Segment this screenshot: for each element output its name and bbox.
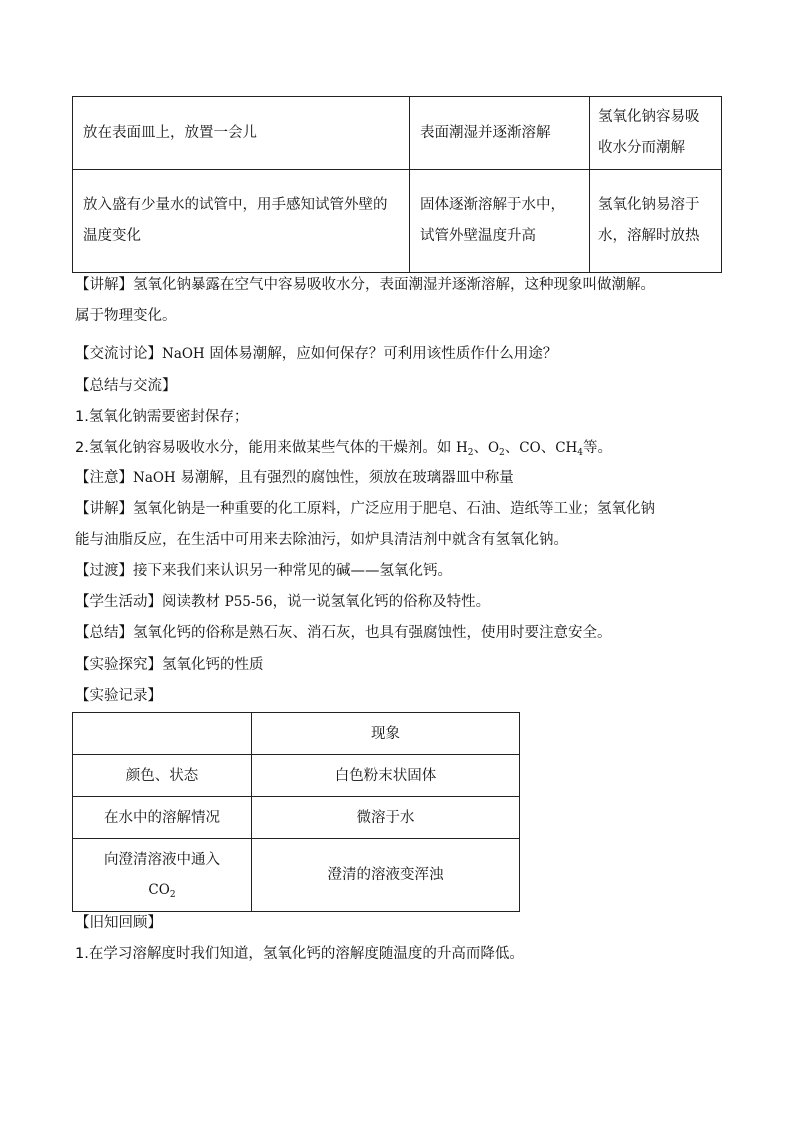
section-label: 【总结与交流】 [75, 378, 177, 394]
section-label: 【交流讨论】 [75, 346, 162, 362]
list-item: 2.氢氧化钠容易吸收水分，能用来做某些气体的干燥剂。如 $H_2$、$O_2$、CO、$CH_4$等。 [75, 440, 613, 458]
table-cell [73, 839, 252, 912]
section-heading [75, 913, 725, 933]
formula: $CH_4$ [555, 440, 584, 458]
table-cell: 白色粉末状固体 [252, 755, 520, 797]
table-cell: 在水中的溶解情况 [73, 797, 252, 839]
caoh2-record-table [72, 712, 520, 912]
cell-text: 向澄清溶液中通入 [104, 852, 220, 868]
naoh-experiment-table [72, 96, 722, 273]
paragraph-text: 固体易潮解，应如何保存？可利用该性质作什么用途？ [209, 346, 558, 362]
table-row [73, 797, 520, 839]
paragraph-line [75, 530, 725, 550]
table-cell: 放入盛有少量水的试管中，用手感知试管外壁的温度变化 [73, 170, 410, 273]
discussion-paragraph [75, 344, 725, 364]
paragraph-text: 易潮解，且有强烈的腐蚀性，须放在玻璃器皿中称量 [180, 470, 514, 486]
list-item-text: 1.氢氧化钠需要密封保存； [75, 409, 249, 425]
section-label: 【讲解】 [75, 277, 133, 293]
list-item [75, 944, 725, 964]
transition-paragraph [75, 561, 725, 581]
paragraph-text: 氢氧化钠是一种重要的化工原料，广泛应用于肥皂、石油、造纸等工业；氢氧化钠 [133, 501, 655, 517]
paragraph-text: 能与油脂反应，在生活中可用来去除油污，如炉具清洁剂中就含有氢氧化钠。 [75, 532, 568, 548]
paragraph-text: 氢氧化钙的性质 [162, 657, 264, 673]
table-cell: 氢氧化钠容易吸收水分而潮解 [590, 97, 722, 170]
formula: NaOH [162, 346, 205, 362]
section-heading [75, 686, 725, 706]
section-heading [75, 376, 725, 396]
table-header-cell: 现象 [252, 713, 520, 755]
table-cell: 颜色、状态 [73, 755, 252, 797]
paragraph-text: 接下来我们来认识另一种常见的碱——氢氧化钙。 [133, 563, 452, 579]
conclusion-paragraph [75, 623, 725, 643]
note-paragraph [75, 468, 725, 488]
formula: $CO_2$ [148, 882, 176, 900]
formula: NaOH [133, 470, 176, 486]
section-label: 【实验记录】 [75, 688, 162, 704]
paragraph-text: 属于物理变化。 [75, 308, 177, 324]
formula: CO [519, 440, 541, 456]
explain-paragraph [75, 275, 725, 295]
page-reference: P55-56 [224, 594, 273, 610]
table-cell: 放在表面皿上，放置一会儿 [73, 97, 410, 170]
table-header-row [73, 713, 520, 755]
list-item [75, 407, 725, 427]
explore-paragraph [75, 655, 725, 675]
section-label: 【旧知回顾】 [75, 915, 162, 931]
table-row [73, 839, 520, 912]
paragraph-text: ，说一说氢氧化钙的俗称及特性。 [272, 594, 491, 610]
table-cell: 澄清的溶液变浑浊 [252, 839, 520, 912]
table-cell: 表面潮湿并逐渐溶解 [410, 97, 590, 170]
section-label: 【讲解】 [75, 501, 133, 517]
section-label: 【总结】 [75, 625, 133, 641]
section-label: 【实验探究】 [75, 657, 162, 673]
table-cell: 微溶于水 [252, 797, 520, 839]
formula: $O_2$ [487, 440, 505, 458]
paragraph-text: 阅读教材 [162, 594, 220, 610]
section-label: 【学生活动】 [75, 594, 162, 610]
explain-paragraph [75, 499, 725, 519]
table-row [73, 170, 722, 273]
table-row [73, 755, 520, 797]
activity-paragraph [75, 592, 725, 612]
table-cell: 氢氧化钠易溶于水，溶解时放热 [590, 170, 722, 273]
paragraph-text: 氢氧化钙的俗称是熟石灰、消石灰，也具有强腐蚀性，使用时要注意安全。 [133, 625, 612, 641]
paragraph-line [75, 306, 725, 326]
section-label: 【注意】 [75, 470, 133, 486]
table-cell: 固体逐渐溶解于水中，试管外壁温度升高 [410, 170, 590, 273]
list-item-text: 2.氢氧化钠容易吸收水分，能用来做某些气体的干燥剂。如 [75, 440, 452, 456]
paragraph-text: 氢氧化钠暴露在空气中容易吸收水分，表面潮湿并逐渐溶解，这种现象叫做潮解。 [133, 277, 655, 293]
section-label: 【过渡】 [75, 563, 133, 579]
list-item-text: 1.在学习溶解度时我们知道，氢氧化钙的溶解度随温度的升高而降低。 [75, 946, 524, 962]
table-header-cell [73, 713, 252, 755]
formula: $H_2$ [455, 440, 474, 458]
table-row [73, 97, 722, 170]
